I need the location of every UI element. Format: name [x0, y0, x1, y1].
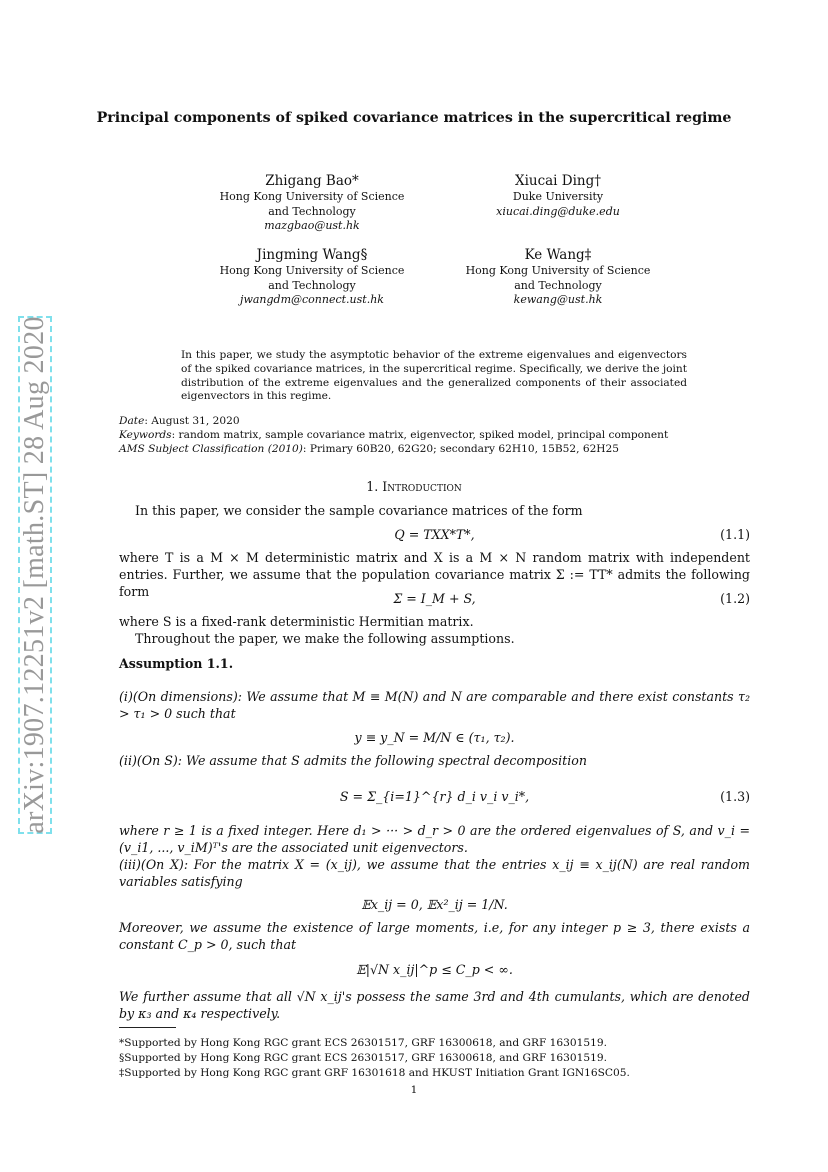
footnote: §Supported by Hong Kong RGC grant ECS 26301517, GRF 16300618, and GRF 16301519. [119, 1052, 607, 1064]
assumption-item: where r ≥ 1 is a fixed integer. Here d₁ > ··· > d_r > 0 are the ordered eigenvalues of S, and v_i = (v_i1, ..., v_iM)ᵀ's are the associated unit eigenvectors. [119, 823, 750, 855]
assumption-item: (i)(On dimensions): We assume that M ≡ M(N) and N are comparable and there exist constants τ₂ > τ₁ > 0 such that [119, 689, 750, 721]
equation-text: Q = TXX*T*, [394, 527, 475, 542]
paper-meta [119, 414, 739, 456]
equation-y [119, 729, 750, 746]
keywords-value: : random matrix, sample covariance matrix, eigenvector, spiked model, principal component [171, 429, 669, 441]
ams-value: : Primary 60B20, 62G20; secondary 62H10, 15B52, 62H25 [302, 443, 620, 455]
author-block-1 [212, 172, 412, 234]
equation-text: 𝔼x_ij = 0, 𝔼x²_ij = 1/N. [361, 897, 508, 912]
author-name: Jingming Wang§ [256, 247, 368, 263]
author-name: Zhigang Bao* [265, 173, 359, 189]
paragraph: where S is a fixed-rank deterministic Hermitian matrix. [119, 614, 474, 629]
equation-text: S = Σ_{i=1}^{r} d_i v_i v_i*, [339, 789, 530, 804]
assumption-item: (ii)(On S): We assume that S admits the following spectral decomposition [119, 753, 587, 768]
ams-label: AMS Subject Classification (2010) [119, 443, 303, 455]
assumption-item: (iii)(On X): For the matrix X = (x_ij), we assume that the entries x_ij ≡ x_ij(N) are real random variables satisfying [119, 857, 750, 889]
author-email: jwangdm@connect.ust.hk [240, 293, 384, 306]
equation-1-2 [119, 590, 750, 607]
equation-text: 𝔼|√N x_ij|^p ≤ C_p < ∞. [356, 962, 513, 977]
paragraph: where T is a M × M deterministic matrix and X is a M × N random matrix with independent entries. Further, we assume that the population covariance matrix Σ := TT* admits the following form [119, 550, 750, 599]
equation-text: Σ = I_M + S, [393, 591, 476, 606]
footnote: *Supported by Hong Kong RGC grant ECS 26301517, GRF 16300618, and GRF 16301519. [119, 1037, 607, 1049]
author-affiliation: Duke University [512, 190, 604, 203]
equation-1-1 [119, 526, 750, 543]
date-value: : August 31, 2020 [144, 415, 240, 427]
author-affiliation: and Technology [514, 278, 602, 292]
arxiv-stamp [18, 316, 52, 834]
paragraph: Throughout the paper, we make the following assumptions. [135, 631, 515, 646]
author-affiliation: Hong Kong University of Science [219, 190, 405, 203]
author-name: Xiucai Ding† [514, 173, 602, 189]
equation-number: (1.1) [720, 527, 750, 542]
author-affiliation: Hong Kong University of Science [219, 264, 405, 277]
date-label: Date [119, 415, 145, 427]
author-email: kewang@ust.hk [513, 293, 603, 306]
author-block-2 [458, 172, 658, 219]
author-affiliation: Hong Kong University of Science [465, 264, 651, 277]
equation-number: (1.3) [720, 789, 750, 804]
footnote: ‡Supported by Hong Kong RGC grant GRF 16301618 and HKUST Initiation Grant IGN16SC05. [119, 1067, 630, 1079]
arxiv-stamp-text: arXiv:1907.12251v2 [math.ST] 28 Aug 2020 [19, 316, 50, 834]
equation-number: (1.2) [720, 591, 750, 606]
author-affiliation: and Technology [268, 278, 356, 292]
footnote-rule [119, 1027, 176, 1028]
abstract: In this paper, we study the asymptotic behavior of the extreme eigenvalues and eigenvectors of the spiked covariance matrices, in the supercritical regime. Specifically, we derive the joint distribution of the extreme eigenvalues and the generalized components of their associated eigenvectors in this regime. [181, 349, 688, 403]
equation-1-3 [119, 788, 750, 805]
section-heading: 1. Introduction [366, 479, 462, 494]
paper-title: Principal components of spiked covariance matrices in the supercritical regime [96, 110, 732, 126]
equation-text: y ≡ y_N = M/N ∈ (τ₁, τ₂). [354, 730, 515, 745]
author-affiliation: and Technology [268, 204, 356, 218]
keywords-label: Keywords [119, 429, 172, 441]
author-block-4 [458, 246, 658, 308]
assumption-item: We further assume that all √N x_ij's possess the same 3rd and 4th cumulants, which are denoted by κ₃ and κ₄ respectively. [119, 989, 750, 1021]
assumption-item: Moreover, we assume the existence of large moments, i.e, for any integer p ≥ 3, there exists a constant C_p > 0, such that [119, 920, 750, 952]
paragraph: In this paper, we consider the sample covariance matrices of the form [135, 503, 583, 518]
equation-x [119, 896, 750, 913]
assumption-heading: Assumption 1.1. [119, 656, 234, 671]
author-name: Ke Wang‡ [524, 247, 592, 263]
equation-moment [119, 961, 750, 978]
author-email: mazgbao@ust.hk [264, 219, 360, 232]
author-email: xiucai.ding@duke.edu [496, 204, 620, 218]
page-number: 1 [410, 1084, 418, 1096]
author-block-3 [212, 246, 412, 308]
